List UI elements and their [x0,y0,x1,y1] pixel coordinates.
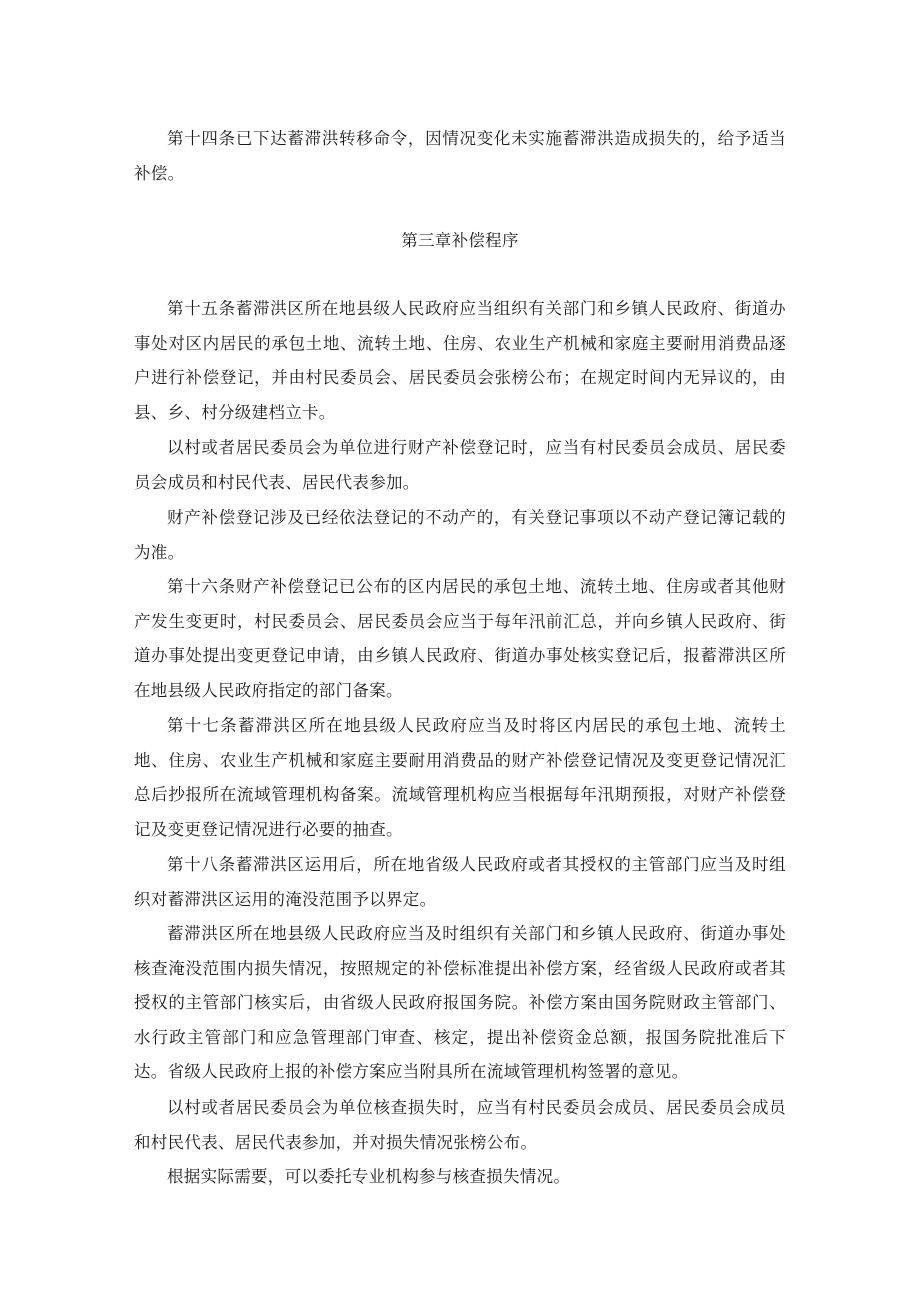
article-15-immovable-property-paragraph: 财产补偿登记涉及已经依法登记的不动产的，有关登记事项以不动产登记簿记载的为准。 [134,508,786,562]
article-18-loss-verification-paragraph: 蓄滞洪区所在地县级人民政府应当及时组织有关部门和乡镇人民政府、街道办事处核查淹没范围内损失情况，按照规定的补偿标准提出补偿方案，经省级人民政府或者其授权的主管部门核实后，由省级人民政府报国务院。补偿方案由国务院财政主管部门、水行政主管部门和应急管理部门审查、核定，提出补偿资金总额，报国务院批准后下达。省级人民政府上报的补偿方案应当附具所在流域管理机构签署的意见。 [134,924,786,1082]
article-18-paragraph: 第十八条蓄滞洪区运用后，所在地省级人民政府或者其授权的主管部门应当及时组织对蓄滞洪区运用的淹没范围予以界定。 [134,855,786,909]
article-18-professional-agency-paragraph: 根据实际需要，可以委托专业机构参与核查损失情况。 [167,1167,571,1186]
article-17-paragraph: 第十七条蓄滞洪区所在地县级人民政府应当及时将区内居民的承包土地、流转土地、住房、农业生产机械和家庭主要耐用消费品的财产补偿登记情况及变更登记情况汇总后抄报所在流域管理机构备案。流域管理机构应当根据每年汛期预报，对财产补偿登记及变更登记情况进行必要的抽查。 [134,716,786,839]
article-14-paragraph: 第十四条已下达蓄滞洪转移命令，因情况变化未实施蓄滞洪造成损失的，给予适当补偿。 [134,129,786,183]
chapter-title: 第三章补偿程序 [401,231,519,250]
article-15-paragraph: 第十五条蓄滞洪区所在地县级人民政府应当组织有关部门和乡镇人民政府、街道办事处对区内居民的承包土地、流转土地、住房、农业生产机械和家庭主要耐用消费品逐户进行补偿登记，并由村民委员会、居民委员会张榜公布；在规定时间内无异议的，由县、乡、村分级建档立卡。 [134,299,786,422]
article-16-paragraph: 第十六条财产补偿登记已公布的区内居民的承包土地、流转土地、住房或者其他财产发生变更时，村民委员会、居民委员会应当于每年汛前汇总，并向乡镇人民政府、街道办事处提出变更登记申请，由乡镇人民政府、街道办事处核实登记后，报蓄滞洪区所在地县级人民政府指定的部门备案。 [134,577,786,700]
article-15-village-registration-paragraph: 以村或者居民委员会为单位进行财产补偿登记时，应当有村民委员会成员、居民委员会成员和村民代表、居民代表参加。 [134,438,786,492]
article-18-village-verification-paragraph: 以村或者居民委员会为单位核查损失时，应当有村民委员会成员、居民委员会成员和村民代表、居民代表参加，并对损失情况张榜公布。 [134,1098,786,1152]
